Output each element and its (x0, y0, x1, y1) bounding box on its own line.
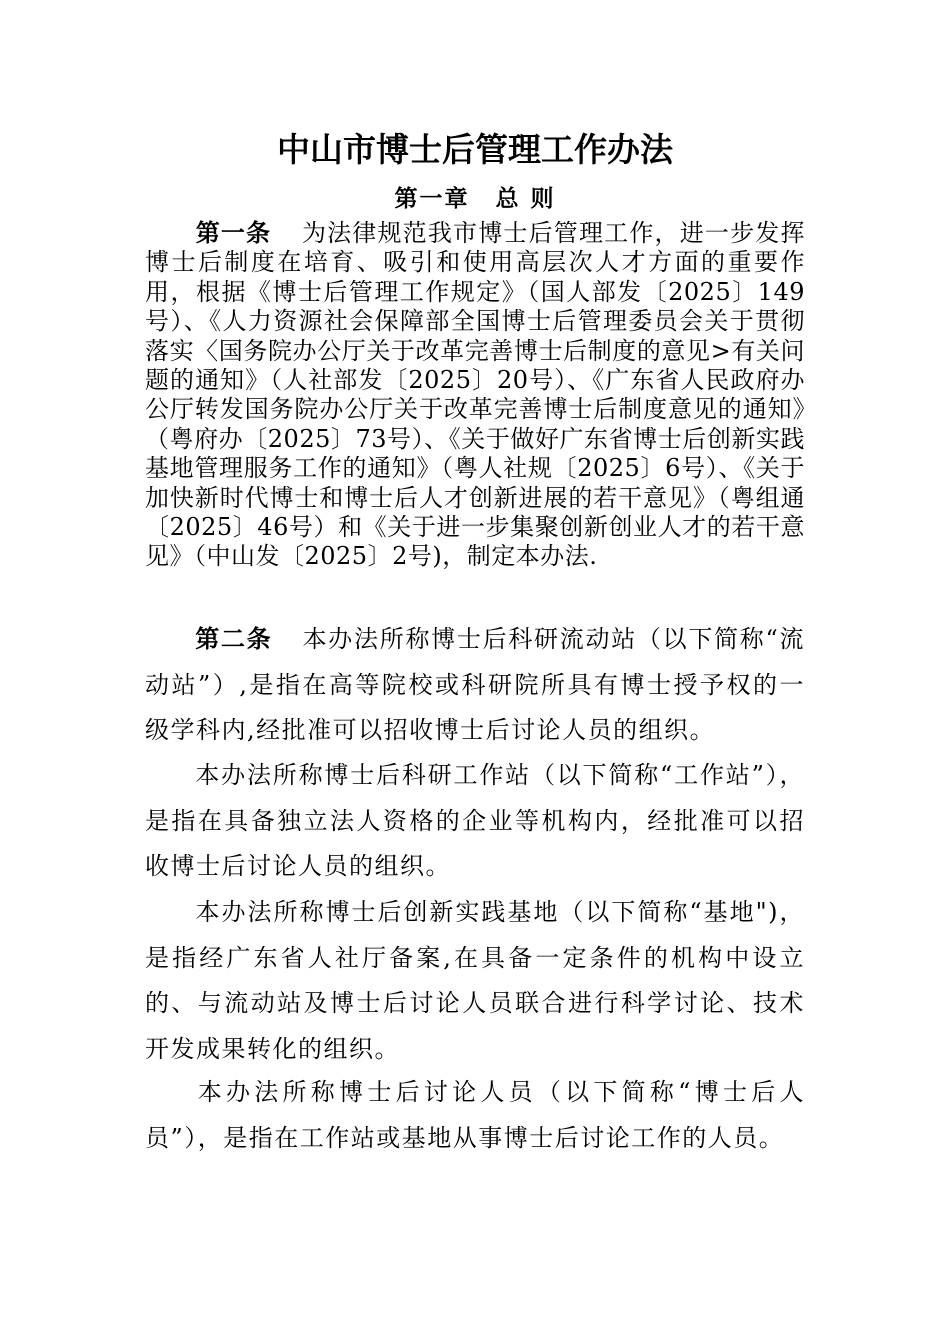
paragraph-text: 本办法所称博士后创新实践基地（以下简称“基地")，是指经广东省人社厅备案,在具备一定条件的机构中设立的、与流动站及博士后讨论人员联合进行科学讨论、技术开发成果转化的组织。 (145, 898, 805, 1063)
chapter-heading (0, 181, 950, 217)
article-1 (145, 219, 805, 572)
paragraph-researcher-definition (145, 1070, 805, 1161)
document-title: 中山市博士后管理工作办法 (277, 130, 673, 169)
chapter-name: 总 则 (495, 186, 556, 212)
article-2-label: 第二条 (195, 625, 273, 653)
article-2 (145, 617, 805, 754)
paragraph-text: 本办法所称博士后讨论人员（以下简称“博士后人员”），是指在工作站或基地从事博士后讨论工作的人员。 (145, 1078, 805, 1152)
article-1-label: 第一条 (195, 219, 272, 247)
article-1-text: 为法律规范我市博士后管理工作，进一步发挥博士后制度在培育、吸引和使用高层次人才方面的重要作用，根据《博士后管理工作规定》（国人部发〔2025〕149 号）、《人力资源社会保障部全国博士后管理委员会关于贯彻落实〈国务院办公厅关于改革完善博士后制度的意见>有关问题的通知》（人社部发〔2025〕20号）、《广东省人民政府办公厅转发国务院办公厅关于改革完善博士后制度意见的通知》（粤府办〔2025〕73号）、《关于做好广东省博士后创新实践基地管理服务工作的通知》（粤人社规〔2025〕6号）、《关于加快新时代博士和博士后人才创新进展的若干意见》（粤组通〔2025〕46号）和《关于进一步集聚创新创业人才的若干意见》（中山发〔2025〕2号)，制定本办法. (145, 219, 805, 571)
article-2-text: 本办法所称博士后科研流动站（以下简称“流动站”）,是指在高等院校或科研院所具有博士授予权的一级学科内,经批准可以招收博士后讨论人员的组织。 (145, 625, 805, 744)
paragraph-workstation-definition (145, 753, 805, 890)
paragraph-base-definition (145, 890, 805, 1072)
paragraph-text: 本办法所称博士后科研工作站（以下简称“工作站”），是指在具备独立法人资格的企业等机构内，经批准可以招收博士后讨论人员的组织。 (145, 761, 805, 880)
chapter-number: 第一章 (394, 186, 470, 212)
